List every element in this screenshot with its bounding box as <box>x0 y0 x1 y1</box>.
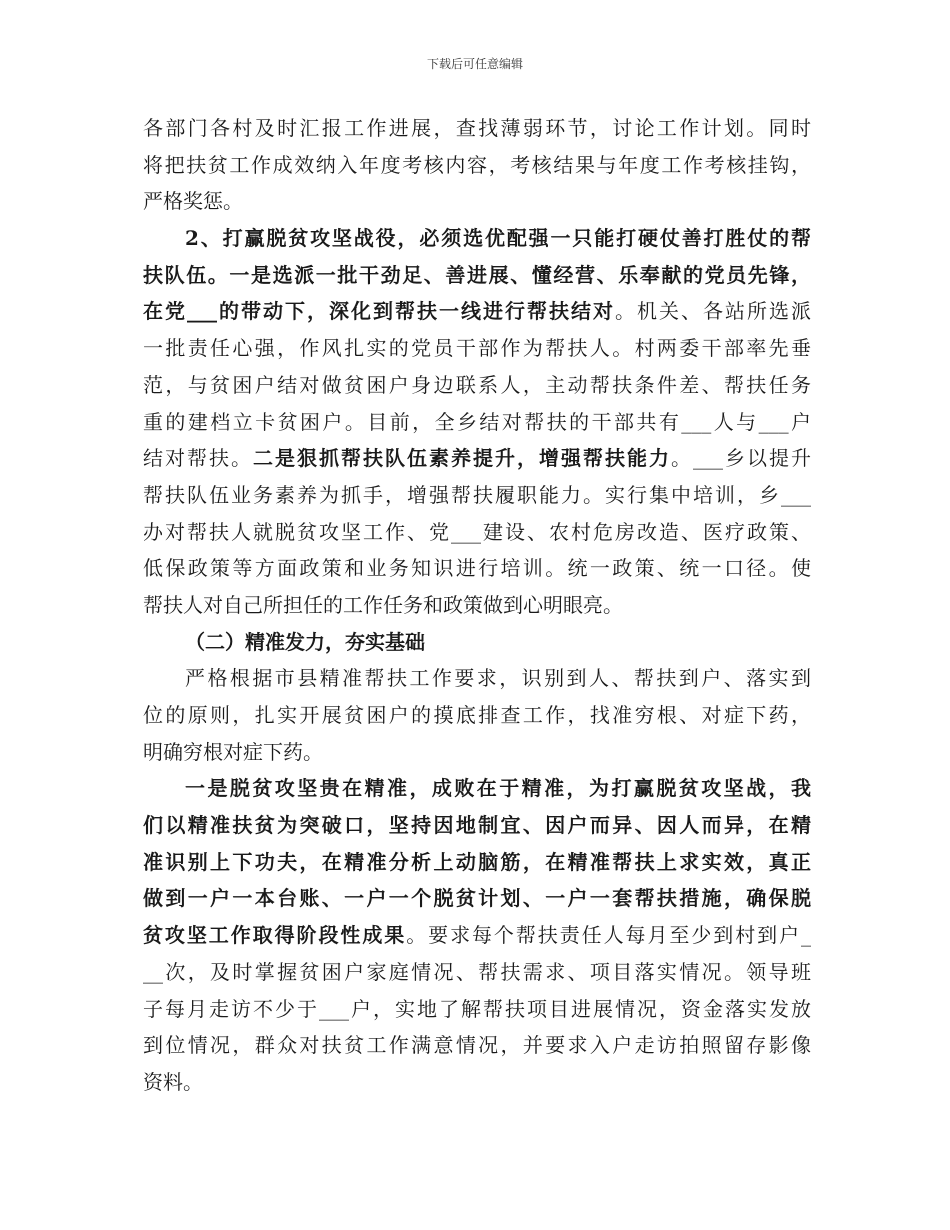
text-line <box>143 110 811 147</box>
text-line <box>143 954 811 991</box>
text-segment: 严格奖惩。 <box>143 189 243 214</box>
text-line <box>143 807 811 844</box>
page-header: 下载后可任意编辑 <box>426 57 523 71</box>
text-segment: 。___乡以提升 <box>671 446 811 471</box>
text-segment: 帮扶人对自己所担任的工作任务和政策做到心明眼亮。 <box>143 592 623 617</box>
text-line <box>143 514 811 551</box>
text-line <box>143 183 811 220</box>
text-line <box>143 697 811 734</box>
text-line <box>143 587 811 624</box>
text-line <box>143 734 811 771</box>
text-segment: 资料。 <box>143 1069 203 1094</box>
bold-text-segment: 准识别上下功夫，在精准分析上动脑筋，在精准帮扶上求实效，真正 <box>143 849 811 874</box>
text-line <box>143 367 811 404</box>
text-line <box>143 220 811 257</box>
bold-text-segment: （二）精准发力，夯实基础 <box>185 629 425 654</box>
text-line <box>143 1064 811 1101</box>
text-segment: 严格根据市县精准帮扶工作要求，识别到人、帮扶到户、落实到 <box>185 666 811 691</box>
text-line <box>143 404 811 441</box>
text-segment: 低保政策等方面政策和业务知识进行培训。统一政策、统一口径。使 <box>143 556 811 581</box>
bold-text-segment: 在党___的带动下，深化到帮扶一线进行帮扶结对 <box>143 299 615 324</box>
text-line <box>143 660 811 697</box>
text-line <box>143 330 811 367</box>
text-line <box>143 624 811 661</box>
text-segment: 子每月走访不少于___户，实地了解帮扶项目进展情况，资金落实发放 <box>143 996 811 1021</box>
document-body <box>143 110 811 1101</box>
text-line <box>143 147 811 184</box>
bold-text-segment: 贫攻坚工作取得阶段性成果 <box>143 923 407 948</box>
bold-text-segment: 们以精准扶贫为突破口，坚持因地制宜、因户而异、因人而异，在精 <box>143 813 811 838</box>
text-segment: 。要求每个帮扶责任人每月至少到村到户_ <box>406 923 811 948</box>
bold-text-segment: 2、打赢脱贫攻坚战役，必须选优配强一只能打硬仗善打胜仗的帮 <box>185 226 811 251</box>
text-line <box>143 257 811 294</box>
bold-text-segment: 扶队伍。一是选派一批干劲足、善进展、懂经营、乐奉献的党员先锋， <box>143 262 811 287</box>
text-line <box>143 844 811 881</box>
text-segment: 。机关、各站所选派 <box>615 299 811 324</box>
bold-text-segment: 做到一户一本台账、一户一个脱贫计划、一户一套帮扶措施，确保脱 <box>143 886 811 911</box>
bold-text-segment: 二是狠抓帮扶队伍素养提升，增强帮扶能力 <box>253 446 671 471</box>
text-line <box>143 477 811 514</box>
text-segment: 一批责任心强，作风扎实的党员干部作为帮扶人。村两委干部率先垂 <box>143 336 811 361</box>
text-segment: 各部门各村及时汇报工作进展，查找薄弱环节，讨论工作计划。同时 <box>143 116 811 140</box>
text-line <box>143 293 811 330</box>
text-segment: 位的原则，扎实开展贫困户的摸底排查工作，找准穷根、对症下药， <box>143 703 811 727</box>
bold-text-segment: 一是脱贫攻坚贵在精准，成败在于精准，为打赢脱贫攻坚战，我 <box>185 776 811 801</box>
text-line <box>143 770 811 807</box>
text-line <box>143 880 811 917</box>
text-segment: __次，及时掌握贫困户家庭情况、帮扶需求、项目落实情况。领导班 <box>143 959 811 984</box>
text-segment: 帮扶队伍业务素养为抓手，增强帮扶履职能力。实行集中培训，乡___ <box>143 482 811 507</box>
text-line <box>143 991 811 1028</box>
text-segment: 重的建档立卡贫困户。目前，全乡结对帮扶的干部共有___人与___户 <box>143 409 811 434</box>
text-line <box>143 550 811 587</box>
text-line <box>143 917 811 954</box>
text-segment: 到位情况，群众对扶贫工作满意情况，并要求入户走访拍照留存影像 <box>143 1033 811 1058</box>
text-segment: 办对帮扶人就脱贫攻坚工作、党___建设、农村危房改造、医疗政策、 <box>143 519 811 544</box>
text-line <box>143 440 811 477</box>
text-segment: 结对帮扶。 <box>143 446 253 471</box>
text-line <box>143 1027 811 1064</box>
text-segment: 范，与贫困户结对做贫困户身边联系人，主动帮扶条件差、帮扶任务 <box>143 372 811 397</box>
text-segment: 将把扶贫工作成效纳入年度考核内容，考核结果与年度工作考核挂钩， <box>143 152 811 177</box>
text-segment: 明确穷根对症下药。 <box>143 739 323 764</box>
